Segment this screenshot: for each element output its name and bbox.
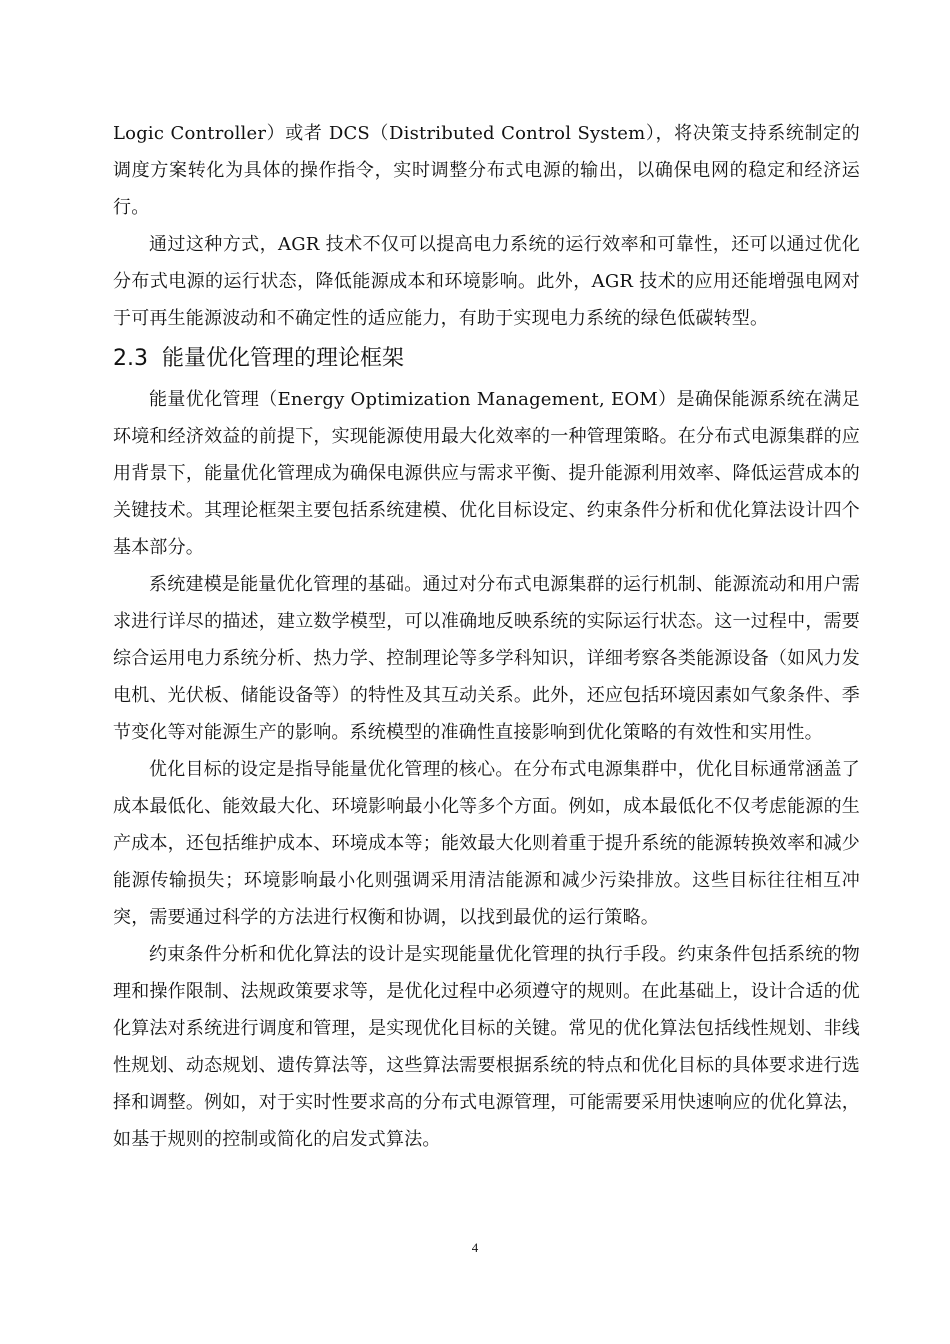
paragraph-continued: Logic Controller）或者 DCS（Distributed Control System），将决策支持系统制定的调度方案转化为具体的操作指令，实时调整分布式电源的输出，以确保电网的稳定和经济运行。 <box>113 123 860 218</box>
paragraph-optimization-goals: 优化目标的设定是指导能量优化管理的核心。在分布式电源集群中，优化目标通常涵盖了成本最低化、能效最大化、环境影响最小化等多个方面。例如，成本最低化不仅考虑能源的生产成本，还包括维护成本、环境成本等；能效最大化则着重于提升系统的能源转换效率和减少能源传输损失；环境影响最小化则强调采用清洁能源和减少污染排放。这些目标往往相互冲突，需要通过科学的方法进行权衡和协调，以找到最优的运行策略。 <box>113 759 860 928</box>
document-body <box>113 115 860 1158</box>
paragraph-system-modeling: 系统建模是能量优化管理的基础。通过对分布式电源集群的运行机制、能源流动和用户需求进行详尽的描述，建立数学模型，可以准确地反映系统的实际运行状态。这一过程中，需要综合运用电力系统分析、热力学、控制理论等多学科知识，详细考察各类能源设备（如风力发电机、光伏板、储能设备等）的特性及其互动关系。此外，还应包括环境因素如气象条件、季节变化等对能源生产的影响。系统模型的准确性直接影响到优化策略的有效性和实用性。 <box>113 574 860 743</box>
paragraph-eom-intro: 能量优化管理（Energy Optimization Management, EOM）是确保能源系统在满足环境和经济效益的前提下，实现能源使用最大化效率的一种管理策略。在分布式电源集群的应用背景下，能量优化管理成为确保电源供应与需求平衡、提升能源利用效率、降低运营成本的关键技术。其理论框架主要包括系统建模、优化目标设定、约束条件分析和优化算法设计四个基本部分。 <box>113 389 860 558</box>
paragraph-constraints-algorithms: 约束条件分析和优化算法的设计是实现能量优化管理的执行手段。约束条件包括系统的物理和操作限制、法规政策要求等，是优化过程中必须遵守的规则。在此基础上，设计合适的优化算法对系统进行调度和管理，是实现优化目标的关键。常见的优化算法包括线性规划、非线性规划、动态规划、遗传算法等，这些算法需要根据系统的特点和优化目标的具体要求进行选择和调整。例如，对于实时性要求高的分布式电源管理，可能需要采用快速响应的优化算法，如基于规则的控制或简化的启发式算法。 <box>113 944 860 1150</box>
section-number: 2.3 <box>113 346 148 371</box>
page-number: 4 <box>471 1240 479 1255</box>
section-title: 能量优化管理的理论框架 <box>162 346 405 371</box>
section-heading <box>113 339 860 379</box>
paragraph-agr: 通过这种方式，AGR 技术不仅可以提高电力系统的运行效率和可靠性，还可以通过优化分布式电源的运行状态，降低能源成本和环境影响。此外，AGR 技术的应用还能增强电网对于可再生能源波动和不确定性的适应能力，有助于实现电力系统的绿色低碳转型。 <box>113 234 860 329</box>
